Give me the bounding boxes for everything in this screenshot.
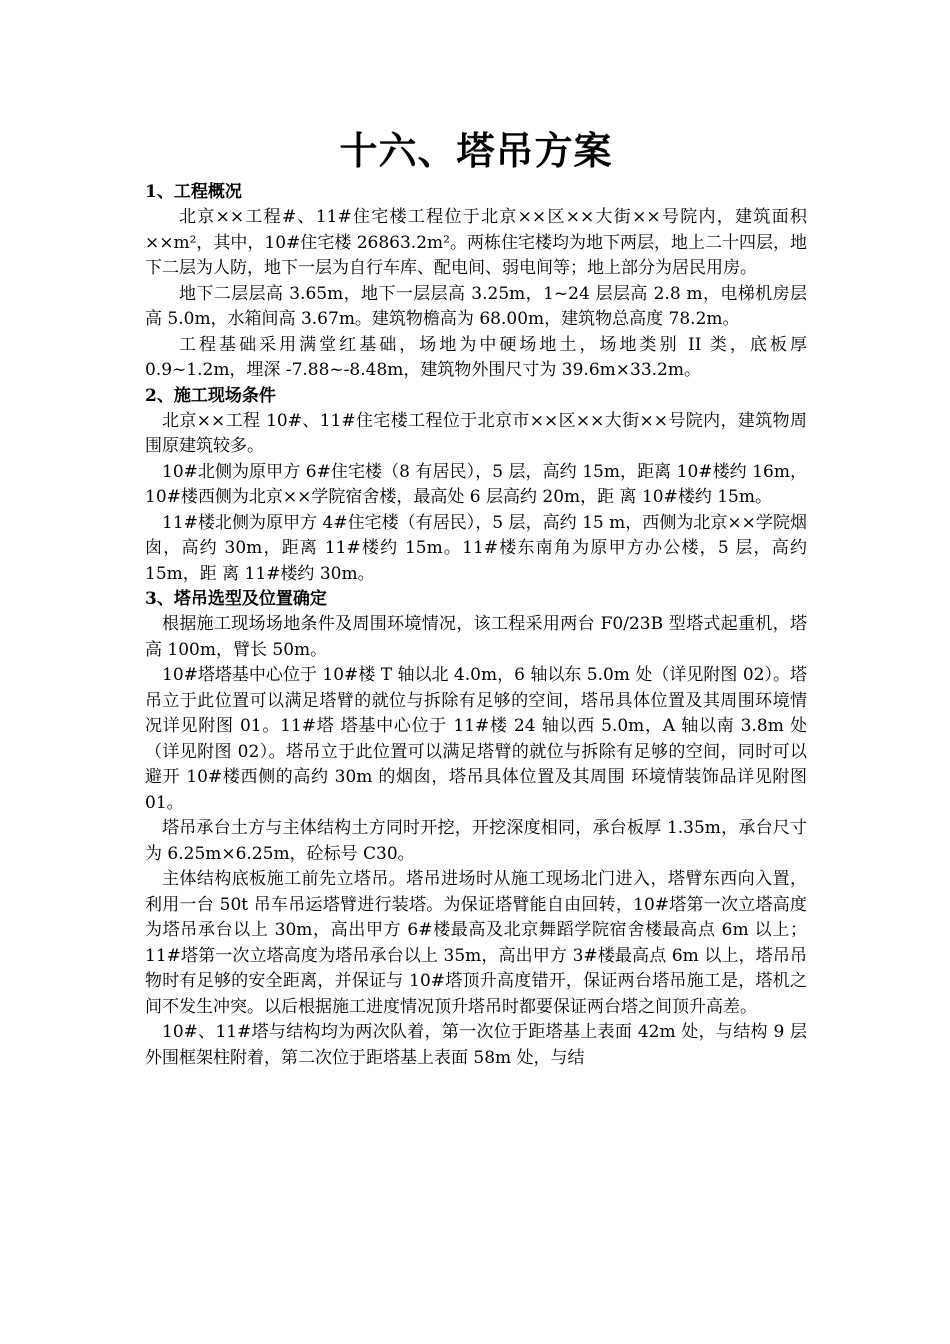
paragraph: 北京××工程#、11#住宅楼工程位于北京××区××大街××号院内，建筑面积××m²，其中，10#住宅楼 26863.2m²。两栋住宅楼均为地下两层，地上二十四层，地下二层为人防，地下一层为自行车库、配电间、弱电间等；地上部分为居民用房。: [145, 207, 807, 278]
document-page: [145, 122, 807, 1071]
section-heading: 2、施工现场条件: [145, 385, 276, 406]
section-heading: 3、塔吊选型及位置确定: [145, 589, 327, 609]
paragraph: 11#楼北侧为原甲方 4#住宅楼（有居民），5 层，高约 15 m，西侧为北京××学院烟囱，高约 30m，距离 11#楼约 15m。11#楼东南角为原甲方办公楼，5 层，高约 15m，距 离 11#楼约 30m。: [145, 512, 807, 584]
paragraph: 北京××工程 10#、11#住宅楼工程位于北京市××区××大街××号院内，建筑物周围原建筑较多。: [145, 410, 807, 456]
paragraph: 根据施工现场场地条件及周围环境情况，该工程采用两台 F0/23B 型塔式起重机，塔高 100m，臂长 50m。: [145, 614, 807, 660]
section-crane-selection: [145, 587, 807, 1071]
paragraph: 工程基础采用满堂红基础，场地为中硬场地土，场地类别 II 类，底板厚 0.9~1.2m，埋深 -7.88~-8.48m，建筑物外围尺寸为 39.6m×33.2m。: [145, 334, 807, 380]
paragraph: 主体结构底板施工前先立塔吊。塔吊进场时从施工现场北门进入，塔臂东西向入置，利用一台 50t 吊车吊运塔臂进行装塔。为保证塔臂能自由回转，10#塔第一次立塔高度为塔吊承台以上 30m，高出甲方 6#楼最高及北京舞蹈学院宿舍楼最高点 6m 以上；11#塔第一次立塔高度为塔吊承台以上 35m，高出甲方 3#楼最高点 6m 以上，塔吊吊物时有足够的安全距离，并保证与 10#塔顶升高度错开，保证两台塔吊施工是，塔机之间不发生冲突。以后根据施工进度情况顶升塔吊时都要保证两台塔之间顶升高差。: [145, 869, 807, 1017]
paragraph: 塔吊承台土方与主体结构土方同时开挖，开挖深度相同，承台板厚 1.35m，承台尺寸为 6.25m×6.25m，砼标号 C30。: [145, 818, 807, 864]
section-heading: 1、工程概况: [145, 182, 242, 202]
paragraph: 10#塔塔基中心位于 10#楼 T 轴以北 4.0m，6 轴以东 5.0m 处（详见附图 02）。塔吊立于此位置可以满足塔臂的就位与拆除有足够的空间，塔吊具体位置及其周围环境情况详见附图 01。11#塔 塔基中心位于 11#楼 24 轴以西 5.0m，A 轴以南 3.8m 处（详见附图 02）。塔吊立于此位置可以满足塔臂的就位与拆除有足够的空间，同时可以避开 10#楼西侧的高约 30m 的烟囱，塔吊具体位置及其周围 环境情装饰品详见附图 01。: [145, 665, 807, 813]
document-title: 十六、塔吊方案: [339, 128, 613, 173]
paragraph: 10#、11#塔与结构均为两次队着，第一次位于距塔基上表面 42m 处，与结构 9 层外围框架柱附着，第二次位于距塔基上表面 58m 处，与结: [145, 1022, 807, 1068]
paragraph: 地下二层层高 3.65m，地下一层层高 3.25m，1~24 层层高 2.8 m，电梯机房层高 5.0m，水箱间高 3.67m。建筑物檐高为 68.00m，建筑物总高度 78.2m。: [145, 283, 807, 329]
section-project-overview: [145, 180, 807, 384]
paragraph: 10#北侧为原甲方 6#住宅楼（8 有居民），5 层，高约 15m，距离 10#楼约 16m，10#楼西侧为北京××学院宿舍楼，最高处 6 层高约 20m，距 离 10#楼约 15m。: [145, 461, 807, 507]
section-site-conditions: [145, 384, 807, 588]
